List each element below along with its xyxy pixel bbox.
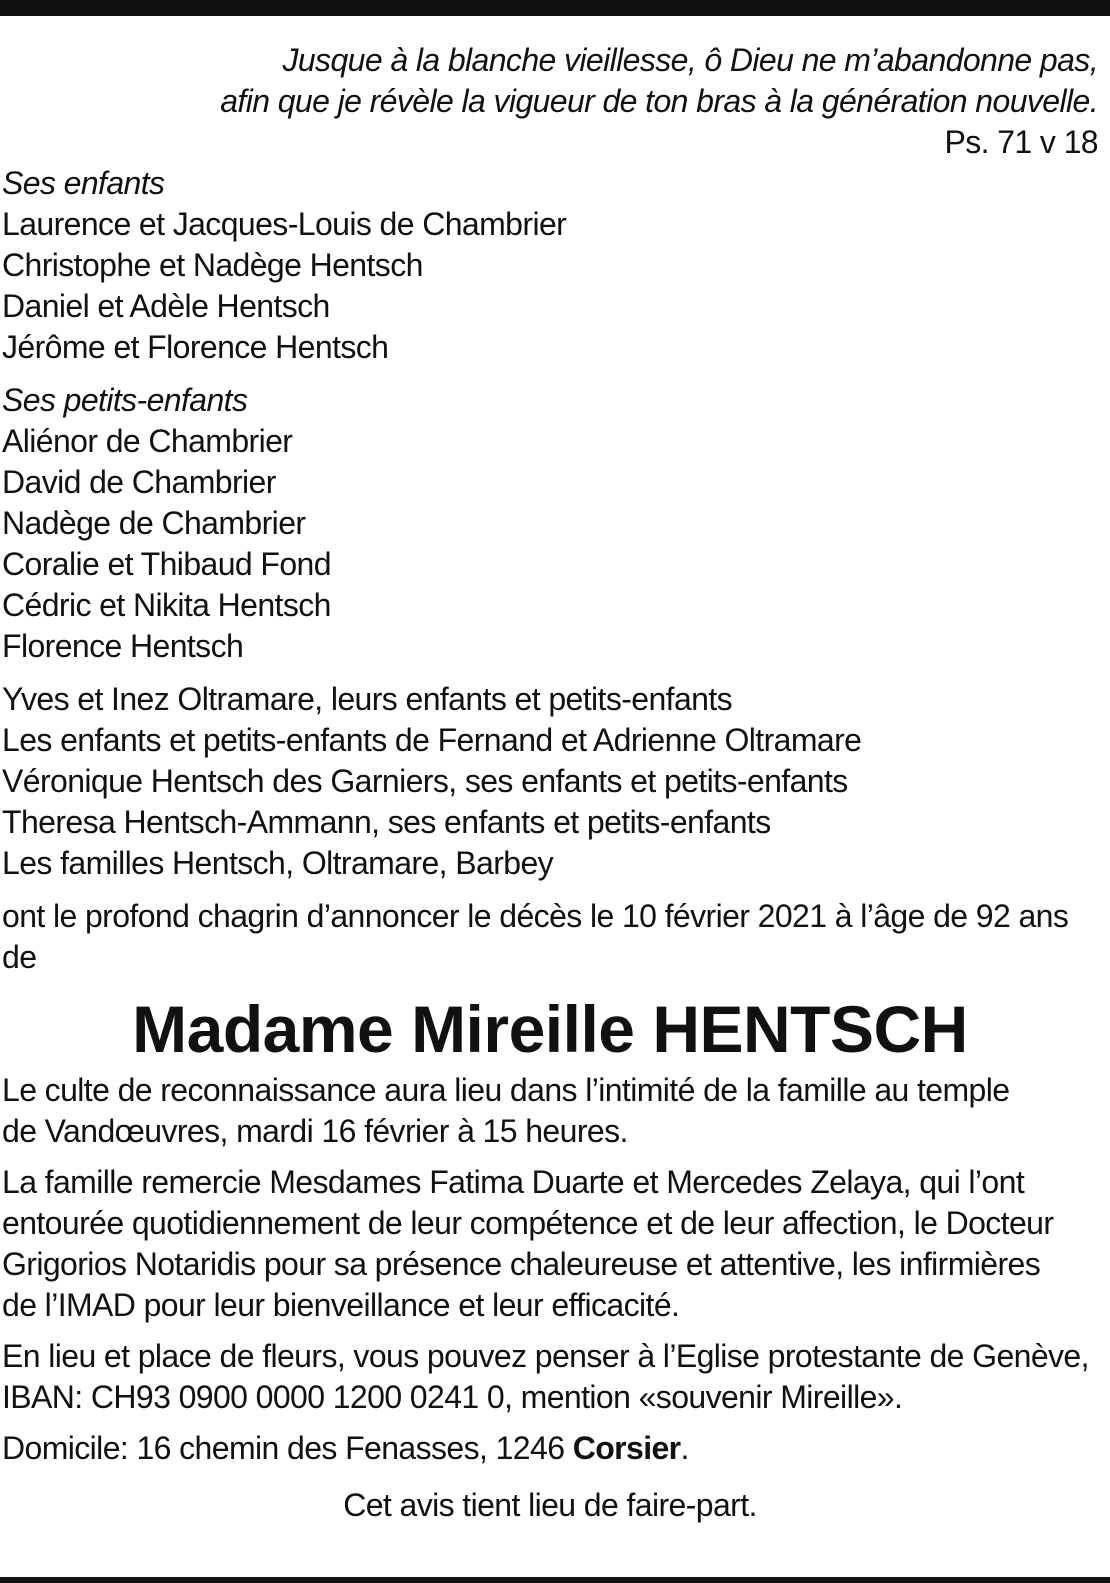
- grandchildren-group: [2, 380, 1098, 667]
- service-line: Le culte de reconnaissance aura lieu dans l’intimité de la famille au temple: [2, 1072, 1010, 1108]
- announcement-line: de: [2, 939, 37, 975]
- epigraph: [2, 40, 1098, 163]
- donation-line: IBAN: CH93 0900 0000 1200 0241 0, mention «souvenir Mireille».: [2, 1379, 903, 1415]
- domicile-locality: Corsier: [572, 1430, 681, 1466]
- grandchildren-name: David de Chambrier: [2, 464, 276, 500]
- domicile-paragraph: [2, 1428, 1098, 1469]
- grandchildren-name: Nadège de Chambrier: [2, 505, 306, 541]
- closing-note: Cet avis tient lieu de faire-part.: [343, 1487, 757, 1523]
- announcement-line: ont le profond chagrin d’annoncer le décès le 10 février 2021 à l’âge de 92 ans: [2, 898, 1069, 934]
- deceased-name: Madame Mireille HENTSCH: [132, 992, 968, 1066]
- thanks-line: La famille remercie Mesdames Fatima Duarte et Mercedes Zelaya, qui l’ont: [2, 1164, 1025, 1200]
- thanks-paragraph: [2, 1162, 1098, 1326]
- epigraph-line: Jusque à la blanche vieillesse, ô Dieu ne m’abandonne pas,: [282, 42, 1098, 78]
- epigraph-line: afin que je révèle la vigueur de ton bras à la génération nouvelle.: [220, 83, 1098, 119]
- children-name: Christophe et Nadège Hentsch: [2, 247, 423, 283]
- relatives-name: Les familles Hentsch, Oltramare, Barbey: [2, 845, 554, 881]
- thanks-line: entourée quotidiennement de leur compétence et de leur affection, le Docteur: [2, 1205, 1054, 1241]
- thanks-line: Grigorios Notaridis pour sa présence chaleureuse et attentive, les infirmières: [2, 1246, 1041, 1282]
- service-paragraph: [2, 1070, 1098, 1152]
- grandchildren-name: Coralie et Thibaud Fond: [2, 546, 331, 582]
- domicile-address: Domicile: 16 chemin des Fenasses, 1246: [2, 1430, 573, 1466]
- thanks-line: de l’IMAD pour leur bienveillance et leur efficacité.: [2, 1287, 680, 1323]
- donation-paragraph: [2, 1336, 1098, 1418]
- obituary-notice: [2, 40, 1098, 1526]
- top-border-rule: [0, 0, 1110, 16]
- psalm-reference: Ps. 71 v 18: [944, 124, 1098, 160]
- death-announcement: [2, 896, 1098, 978]
- relatives-name: Véronique Hentsch des Garniers, ses enfants et petits-enfants: [2, 763, 848, 799]
- children-group: [2, 163, 1098, 368]
- grandchildren-heading: Ses petits-enfants: [2, 382, 248, 418]
- domicile-suffix: .: [680, 1430, 689, 1466]
- relatives-name: Yves et Inez Oltramare, leurs enfants et petits-enfants: [2, 681, 733, 717]
- bottom-border-rule: [0, 1577, 1110, 1583]
- relatives-name: Les enfants et petits-enfants de Fernand et Adrienne Oltramare: [2, 722, 862, 758]
- grandchildren-name: Florence Hentsch: [2, 628, 244, 664]
- service-line: de Vandœuvres, mardi 16 février à 15 heures.: [2, 1113, 628, 1149]
- donation-line: En lieu et place de fleurs, vous pouvez penser à l’Eglise protestante de Genève,: [2, 1338, 1089, 1374]
- grandchildren-name: Aliénor de Chambrier: [2, 423, 293, 459]
- children-name: Daniel et Adèle Hentsch: [2, 288, 330, 324]
- grandchildren-name: Cédric et Nikita Hentsch: [2, 587, 331, 623]
- children-heading: Ses enfants: [2, 165, 165, 201]
- children-name: Laurence et Jacques-Louis de Chambrier: [2, 206, 567, 242]
- children-name: Jérôme et Florence Hentsch: [2, 329, 389, 365]
- relatives-name: Theresa Hentsch-Ammann, ses enfants et petits-enfants: [2, 804, 771, 840]
- domicile-line: [2, 1428, 1098, 1469]
- relatives-group: [2, 679, 1098, 884]
